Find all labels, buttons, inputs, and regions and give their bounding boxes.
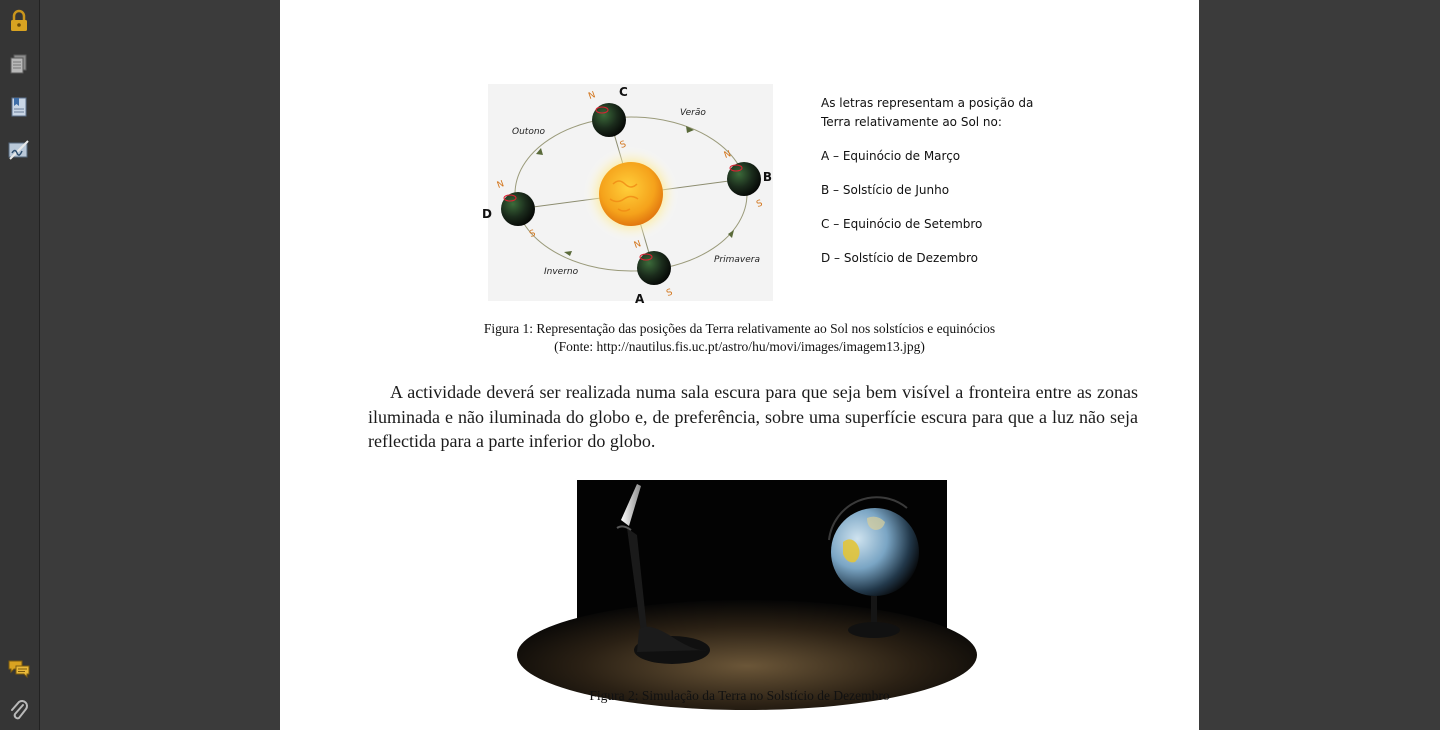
- legend-item-c: C – Equinócio de Setembro: [821, 217, 983, 231]
- pole-s-a: S: [665, 287, 675, 299]
- season-spring: Primavera: [714, 255, 760, 265]
- lock-icon[interactable]: [6, 8, 32, 34]
- figure2-caption: Figura 2: Simulação da Terra no Solstício de Dezembro: [589, 688, 890, 703]
- legend-intro-line2: Terra relativamente ao Sol no:: [821, 115, 1002, 129]
- pages-icon[interactable]: [6, 51, 32, 77]
- figure1-caption: Figura 1: Representação das posições da Terra relativamente ao Sol nos solstícios e equinócios: [483, 321, 996, 336]
- legend-item-d: D – Solstício de Dezembro: [821, 251, 978, 265]
- body-paragraph: A actividade deverá ser realizada numa sala escura para que seja bem visível a fronteira entre as zonas iluminada e não iluminada do globo e, de preferência, sobre uma superfície escura para que a luz não seja reflectida para a parte inferior do globo.: [368, 382, 1138, 451]
- pole-n-c: N: [587, 90, 597, 102]
- left-tool-rail: [0, 0, 40, 730]
- label-b: B: [762, 170, 772, 184]
- figure1-source: (Fonte: http://nautilus.fis.uc.pt/astro/hu/movi/images/imagem13.jpg): [554, 339, 925, 354]
- pole-n-b: N: [722, 149, 733, 162]
- label-c: C: [619, 85, 628, 99]
- season-autumn: Outono: [512, 127, 546, 137]
- pole-s-c: S: [618, 139, 628, 152]
- season-winter: Inverno: [544, 267, 579, 277]
- bookmarks-icon[interactable]: [6, 94, 32, 120]
- attachment-icon[interactable]: [6, 698, 32, 724]
- pole-n-d: N: [495, 179, 506, 192]
- comments-icon[interactable]: [6, 656, 32, 682]
- earth-d: [501, 192, 535, 226]
- legend-item-a: A – Equinócio de Março: [821, 149, 961, 163]
- orbit-diagram: [482, 84, 773, 306]
- legend-item-b: B – Solstício de Junho: [821, 183, 950, 197]
- figure1-legend: [821, 94, 1081, 268]
- label-a: A: [635, 292, 645, 306]
- pole-n-a: N: [632, 239, 643, 252]
- earth-b: [727, 162, 761, 196]
- legend-intro-line1: As letras representam a posição da: [821, 96, 1034, 110]
- pdf-page: [280, 0, 1199, 730]
- pole-s-b: S: [755, 198, 765, 210]
- earth-a: [637, 251, 671, 285]
- season-summer: Verão: [680, 108, 706, 118]
- pole-s-d: S: [528, 228, 538, 240]
- label-d: D: [482, 207, 492, 221]
- globe-lamp-photo: [577, 480, 947, 669]
- signature-icon[interactable]: [6, 137, 32, 163]
- sun: [599, 162, 663, 226]
